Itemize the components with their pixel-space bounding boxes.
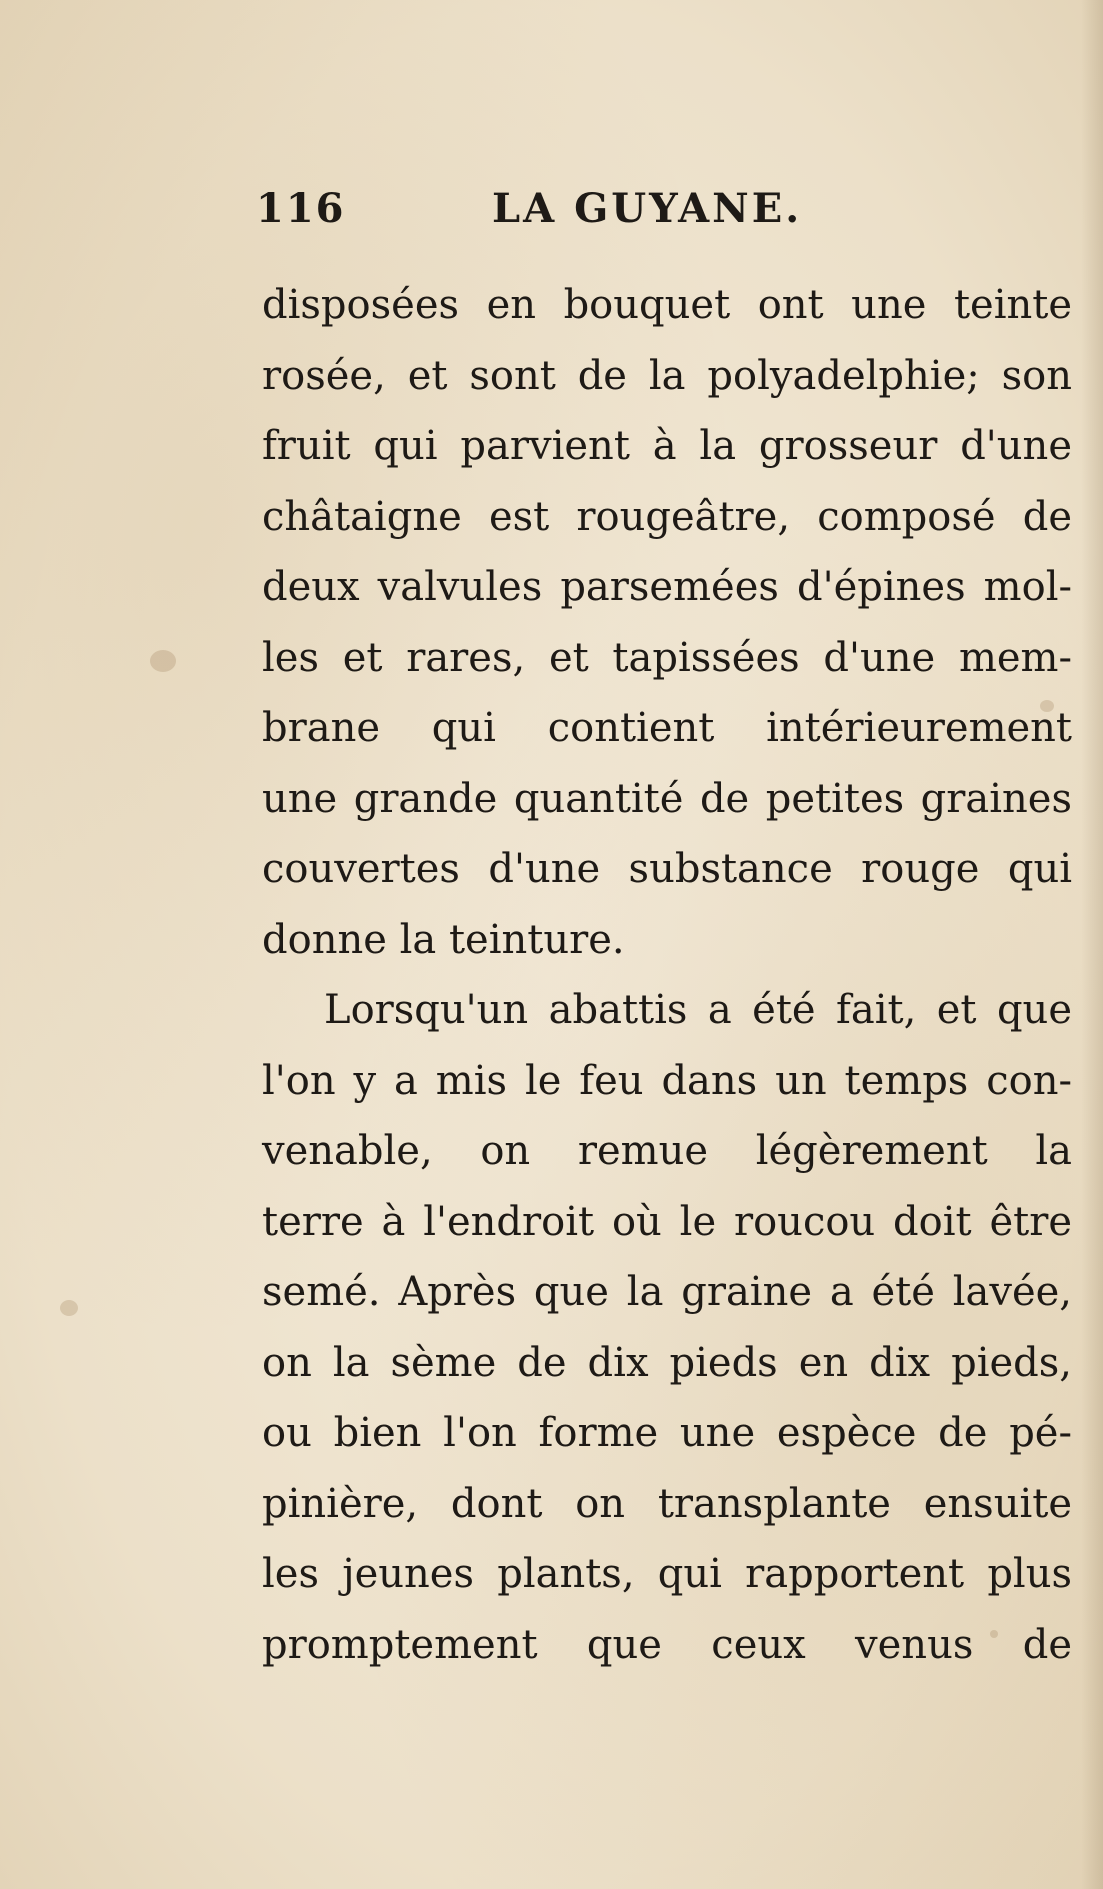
text-line: promptement que ceux venus de: [262, 1621, 1072, 1668]
text-line: couvertes d'une substance rouge qui: [262, 846, 1072, 892]
text-line: semé. Après que la graine a été lavée,: [262, 1269, 1072, 1315]
text-line: deux valvules parsemées d'épines mol-: [262, 564, 1072, 610]
text-line: rosée, et sont de la polyadelphie; son: [262, 352, 1072, 399]
text-line: pinière, dont on transplante ensuite: [262, 1480, 1072, 1527]
running-title: LA GUYANE.: [492, 185, 803, 232]
text-line: une grande quantité de petites graines: [262, 775, 1072, 822]
text-line: fruit qui parvient à la grosseur d'une: [262, 423, 1072, 469]
text-line: on la sème de dix pieds en dix pieds,: [262, 1339, 1072, 1386]
text-line: donne la teinture.: [262, 916, 625, 963]
text-line: disposées en bouquet ont une teinte: [262, 282, 1072, 328]
paper-stain: [150, 650, 176, 672]
paper-stain: [60, 1300, 78, 1316]
running-header: [256, 185, 1056, 245]
page-edge-shadow: [1081, 0, 1103, 1889]
paragraph-1: [262, 270, 1072, 975]
body-text: [262, 270, 1072, 1680]
text-line: châtaigne est rougeâtre, composé de: [262, 493, 1072, 540]
paragraph-2: [262, 975, 1072, 1680]
text-line: l'on y a mis le feu dans un temps con-: [262, 1057, 1072, 1104]
text-line: terre à l'endroit où le roucou doit être: [262, 1198, 1072, 1245]
text-line: les et rares, et tapissées d'une mem-: [262, 634, 1072, 681]
text-line: ou bien l'on forme une espèce de pé-: [262, 1410, 1072, 1456]
text-line: brane qui contient intérieurement: [262, 705, 1072, 751]
text-line: Lorsqu'un abattis a été fait, et que: [324, 987, 1072, 1033]
page-number: 116: [256, 185, 346, 232]
text-line: venable, on remue légèrement la: [262, 1128, 1072, 1174]
text-line: les jeunes plants, qui rapportent plus: [262, 1551, 1072, 1597]
